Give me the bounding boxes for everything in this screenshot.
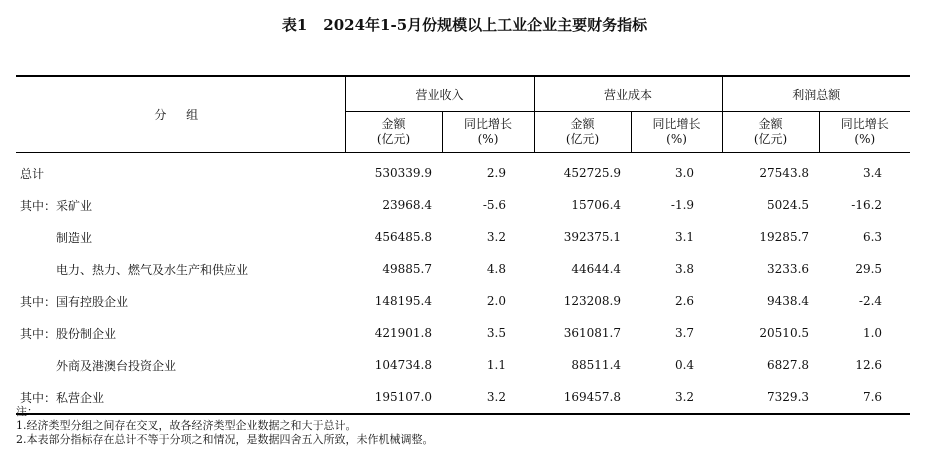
table-notes [16, 405, 434, 447]
amount-unit: (亿元) [376, 132, 411, 146]
amount-cell: 15706.4 [571, 198, 622, 212]
growth-cell: 0.4 [674, 358, 695, 372]
amount-cell: 3233.6 [767, 262, 810, 276]
subheader-growth [819, 112, 910, 153]
table-row [16, 253, 910, 285]
table-row [16, 153, 910, 190]
growth-unit: (%) [666, 132, 687, 146]
amount-cell: 9438.4 [767, 294, 810, 308]
note-1: 1.经济类型分组之间存在交叉，故各经济类型企业数据之和大于总计。 [16, 419, 357, 432]
row-label: 其中：私营企业 [20, 390, 105, 405]
growth-cell: 29.5 [855, 262, 883, 276]
growth-label: 同比增长 [652, 117, 701, 131]
growth-unit: (%) [854, 132, 876, 146]
amount-cell: 195107.0 [374, 390, 432, 404]
growth-cell: 3.0 [674, 166, 695, 180]
amount-label: 金额 [570, 117, 595, 131]
amount-cell: 392375.1 [563, 230, 622, 244]
amount-cell: 452725.9 [563, 166, 622, 180]
amount-cell: 88511.4 [571, 358, 622, 372]
table-number: 表1 [281, 16, 308, 34]
notes-label: 注： [16, 405, 38, 418]
amount-cell: 148195.4 [374, 294, 432, 308]
amount-cell: 456485.8 [374, 230, 432, 244]
amount-cell: 23968.4 [382, 198, 432, 212]
growth-cell: 3.8 [674, 262, 695, 276]
amount-label: 金额 [758, 117, 783, 131]
growth-unit: (%) [477, 132, 499, 146]
amount-cell: 530339.9 [374, 166, 432, 180]
table-row [16, 317, 910, 349]
table-title-text: 2024年1-5月份规模以上工业企业主要财务指标 [323, 16, 648, 34]
growth-cell: 1.1 [486, 358, 507, 372]
growth-cell: 7.6 [862, 390, 883, 404]
row-label: 电力、热力、燃气及水生产和供应业 [56, 262, 249, 277]
financial-indicators-table [16, 75, 910, 415]
amount-unit: (亿元) [565, 132, 600, 146]
row-label: 总计 [20, 166, 45, 181]
subheader-amount [534, 112, 631, 153]
group-header-revenue: 营业收入 [345, 76, 534, 112]
amount-cell: 5024.5 [767, 198, 810, 212]
table-title [0, 14, 929, 35]
table-row [16, 189, 910, 221]
amount-cell: 20510.5 [759, 326, 810, 340]
growth-label: 同比增长 [464, 117, 513, 131]
table-row [16, 285, 910, 317]
amount-cell: 7329.3 [767, 390, 810, 404]
growth-cell: -2.4 [858, 294, 883, 308]
growth-cell: 3.2 [486, 230, 507, 244]
growth-cell: 6.3 [862, 230, 883, 244]
amount-cell: 19285.7 [759, 230, 810, 244]
amount-cell: 49885.7 [382, 262, 432, 276]
amount-unit: (亿元) [753, 132, 788, 146]
row-label: 其中：国有控股企业 [20, 294, 129, 309]
growth-cell: -5.6 [482, 198, 507, 212]
group-header-profit: 利润总额 [722, 76, 910, 112]
amount-cell: 104734.8 [374, 358, 432, 372]
growth-cell: 3.5 [486, 326, 507, 340]
growth-cell: -16.2 [851, 198, 883, 212]
amount-cell: 27543.8 [759, 166, 810, 180]
growth-cell: 2.9 [486, 166, 507, 180]
amount-cell: 123208.9 [563, 294, 622, 308]
row-group-header: 分 组 [16, 76, 345, 153]
growth-cell: 3.2 [486, 390, 507, 404]
table-row [16, 221, 910, 253]
subheader-amount [345, 112, 442, 153]
amount-cell: 361081.7 [563, 326, 622, 340]
growth-cell: 2.6 [674, 294, 695, 308]
growth-label: 同比增长 [840, 117, 889, 131]
growth-cell: 3.7 [674, 326, 695, 340]
group-header-cost: 营业成本 [534, 76, 722, 112]
growth-cell: 3.1 [674, 230, 695, 244]
subheader-growth [631, 112, 722, 153]
growth-cell: 3.4 [862, 166, 883, 180]
amount-cell: 169457.8 [563, 390, 622, 404]
growth-cell: 4.8 [486, 262, 507, 276]
amount-label: 金额 [381, 117, 406, 131]
growth-cell: 1.0 [862, 326, 883, 340]
amount-cell: 6827.8 [767, 358, 810, 372]
amount-cell: 44644.4 [571, 262, 622, 276]
row-label: 其中：股份制企业 [20, 326, 117, 341]
growth-cell: 2.0 [486, 294, 507, 308]
growth-cell: 3.2 [674, 390, 695, 404]
growth-cell: -1.9 [670, 198, 695, 212]
note-2: 2.本表部分指标存在总计不等于分项之和情况，是数据四舍五入所致，未作机械调整。 [16, 433, 434, 446]
subheader-growth [442, 112, 534, 153]
row-label: 其中：采矿业 [20, 198, 93, 213]
growth-cell: 12.6 [855, 358, 883, 372]
subheader-amount [722, 112, 819, 153]
table-row [16, 349, 910, 381]
amount-cell: 421901.8 [374, 326, 432, 340]
row-label: 制造业 [56, 230, 93, 245]
row-label: 外商及港澳台投资企业 [56, 358, 177, 373]
